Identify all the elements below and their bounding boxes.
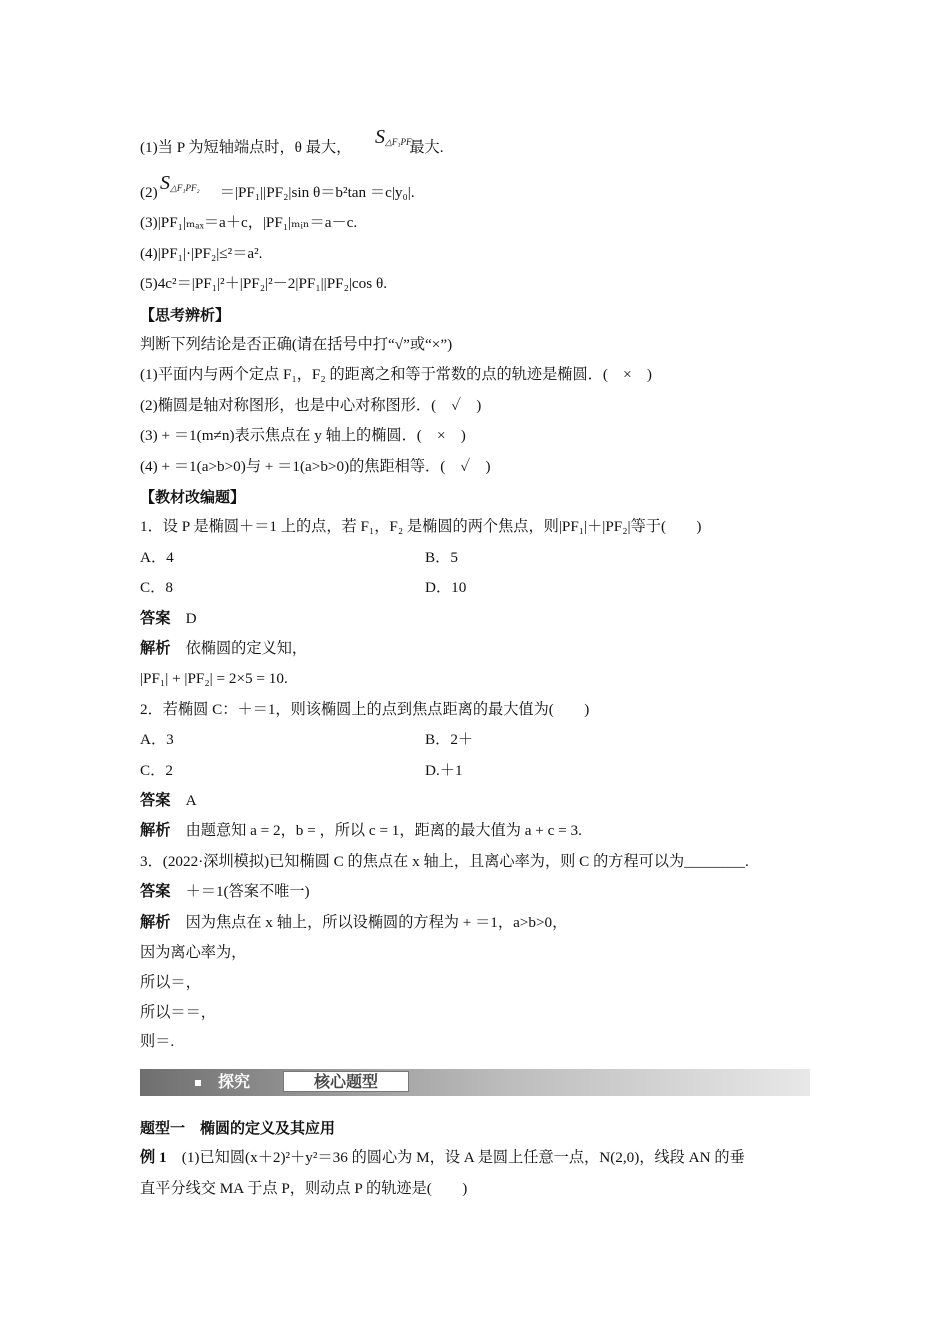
question-2-stem: 2．若椭圆 C：＋＝1，则该椭圆上的点到焦点距离的最大值为( ) [140,701,590,718]
answer-value: ＋＝1(答案不唯一) [185,883,310,900]
question-2-answer [140,790,197,812]
question-1-stem: 1．设 P 是椭圆＋＝1 上的点，若 F₁，F₂ 是椭圆的两个焦点，则|PF₁|＋|PF₂|等于( ) [140,518,702,535]
question-1-answer [140,608,197,630]
thinking-item-4: (4) + ＝1(a>b>0)与 + ＝1(a>b>0)的焦距相等．( ✓ ) [140,458,491,475]
property-4: (4)|PF₁|·|PF₂|≤²＝a². [140,245,263,262]
banner-explore [140,1071,282,1093]
thinking-item-2: (2)椭圆是轴对称图形，也是中心对称图形．( ✓ ) [140,397,482,414]
question-1-option-c: C．8 [140,579,173,596]
answer-value: A [185,792,197,809]
question-3-stem: 3．(2022·深圳模拟)已知椭圆 C 的焦点在 x 轴上，且离心率为，则 C 的方程可以为________. [140,853,749,870]
property-2-prefix: (2) [140,184,158,201]
banner-core-topics: 核心题型 [283,1071,409,1092]
banner-square-icon [195,1080,201,1086]
section-banner [140,1069,810,1096]
example-1-line-2: 直平分线交 MA 于点 P，则动点 P 的轨迹是( ) [140,1180,468,1197]
section-title: 题型一 椭圆的定义及其应用 [140,1119,336,1137]
question-3-analysis-line-2: 因为离心率为， [140,944,247,961]
question-2-option-c: C．2 [140,762,173,779]
question-3-analysis-line-4: 所以＝＝， [140,1004,216,1021]
question-1-analysis [140,638,307,660]
analysis-label: 解析 [140,822,171,839]
question-1-option-b: B．5 [425,549,458,566]
example-1-line-1 [140,1147,745,1169]
question-3-analysis [140,912,567,934]
thinking-heading: 【思考辨析】 [140,306,231,324]
question-1-analysis-line-2: |PF₁| + |PF₂| = 2×5 = 10. [140,670,288,687]
thinking-item-1: (1)平面内与两个定点 F₁，F₂ 的距离之和等于常数的点的轨迹是椭圆．( × ) [140,366,652,383]
triangle-area-symbol-1: $S_{\triangle F_1PF_2}$ [375,126,415,148]
question-3-analysis-line-5: 则＝. [140,1033,175,1050]
property-5: (5)4c²＝|PF₁|²＋|PF₂|²－2|PF₁||PF₂|cos θ. [140,275,388,292]
question-2-option-d: D.＋1 [425,762,463,779]
banner-left-label: 探究 [218,1072,251,1091]
answer-label: 答案 [140,792,171,809]
property-1-tail: 最大. [409,139,444,156]
property-2-text: ＝|PF₁||PF₂|sin θ＝b²tan ＝c|y₀|. [219,184,415,201]
analysis-label: 解析 [140,914,171,931]
question-1-option-d: D．10 [425,579,467,596]
answer-value: D [185,610,197,627]
question-1-option-a: A．4 [140,549,174,566]
property-3: (3)|PF₁|ₘₐₓ＝a＋c，|PF₁|ₘᵢₙ＝a－c. [140,214,358,231]
question-3-answer [140,881,310,903]
question-2-analysis [140,820,582,842]
thinking-item-3: (3) + ＝1(m≠n)表示焦点在 y 轴上的椭圆．( × ) [140,427,466,444]
analysis-line: 依椭圆的定义知， [185,640,308,657]
property-1-text: (1)当 P 为短轴端点时，θ 最大， [140,139,352,156]
answer-label: 答案 [140,610,171,627]
answer-label: 答案 [140,883,171,900]
textbook-heading: 【教材改编题】 [140,488,246,506]
analysis-line: 因为焦点在 x 轴上，所以设椭圆的方程为 + ＝1，a>b>0， [185,914,568,931]
thinking-intro: 判断下列结论是否正确(请在括号中打“√”或“×”) [140,336,453,353]
example-text: (1)已知圆(x＋2)²＋y²＝36 的圆心为 M，设 A 是圆上任意一点，N(2,0)，线段 AN 的垂 [181,1149,745,1166]
question-2-option-b: B．2＋ [425,731,474,748]
triangle-area-symbol-2: $S_{\triangle F_1PF_2}$ [160,172,200,194]
question-3-analysis-line-3: 所以＝， [140,974,201,991]
analysis-label: 解析 [140,640,171,657]
analysis-line: 由题意知 a = 2，b = ，所以 c = 1，距离的最大值为 a + c = 3. [185,822,582,839]
question-2-option-a: A．3 [140,731,174,748]
example-label: 例 1 [140,1149,167,1166]
